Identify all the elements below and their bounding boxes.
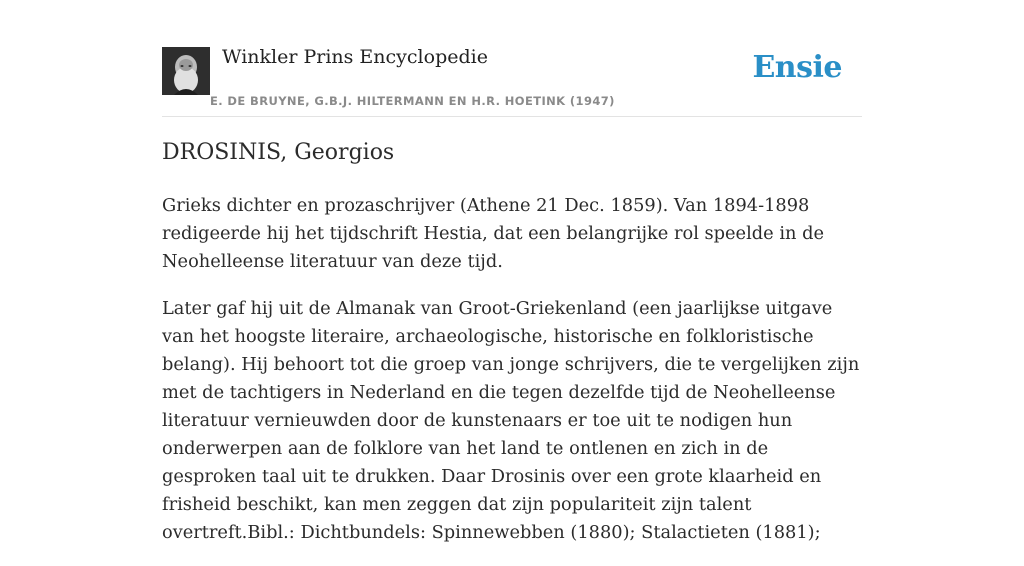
authors-line: E. DE BRUYNE, G.B.J. HILTERMANN EN H.R. HOETINK (1947)	[210, 94, 615, 108]
article-content	[162, 192, 862, 566]
ensie-logo[interactable]: Ensie	[752, 50, 842, 85]
site-header	[162, 0, 862, 117]
author-avatar[interactable]	[162, 47, 210, 95]
article-title: DROSINIS, Georgios	[162, 140, 395, 165]
page-container	[162, 0, 862, 543]
article-paragraph: Grieks dichter en prozaschrijver (Athene 21 Dec. 1859). Van 1894-1898 redigeerde hij het tijdschrift Hestia, dat een belangrijke rol speelde in de Neohelleense literatuur van deze tijd.	[162, 195, 825, 272]
site-title[interactable]: Winkler Prins Encyclopedie	[222, 46, 488, 68]
article-paragraph: Later gaf hij uit de Almanak van Groot-Griekenland (een jaarlijkse uitgave van het hoogste literaire, archaeologische, historische en folkloristische belang). Hij behoort tot die groep van jonge schrijvers, die te vergelijken zijn met de tachtigers in Nederland en die tegen dezelfde tijd de Neohelleense literatuur vernieuwden door de kunstenaars er toe uit te nodigen hun onderwerpen aan de folklore van het land te ontlenen en zich in de gesproken taal uit te drukken. Daar Drosinis over een grote klaarheid en frisheid beschikt, kan men zeggen dat zijn populariteit zijn talent overtreft.Bibl.: Dichtbundels: Spinnewebben (1880); Stalactieten (1881);	[162, 298, 860, 543]
portrait-icon	[162, 47, 210, 95]
